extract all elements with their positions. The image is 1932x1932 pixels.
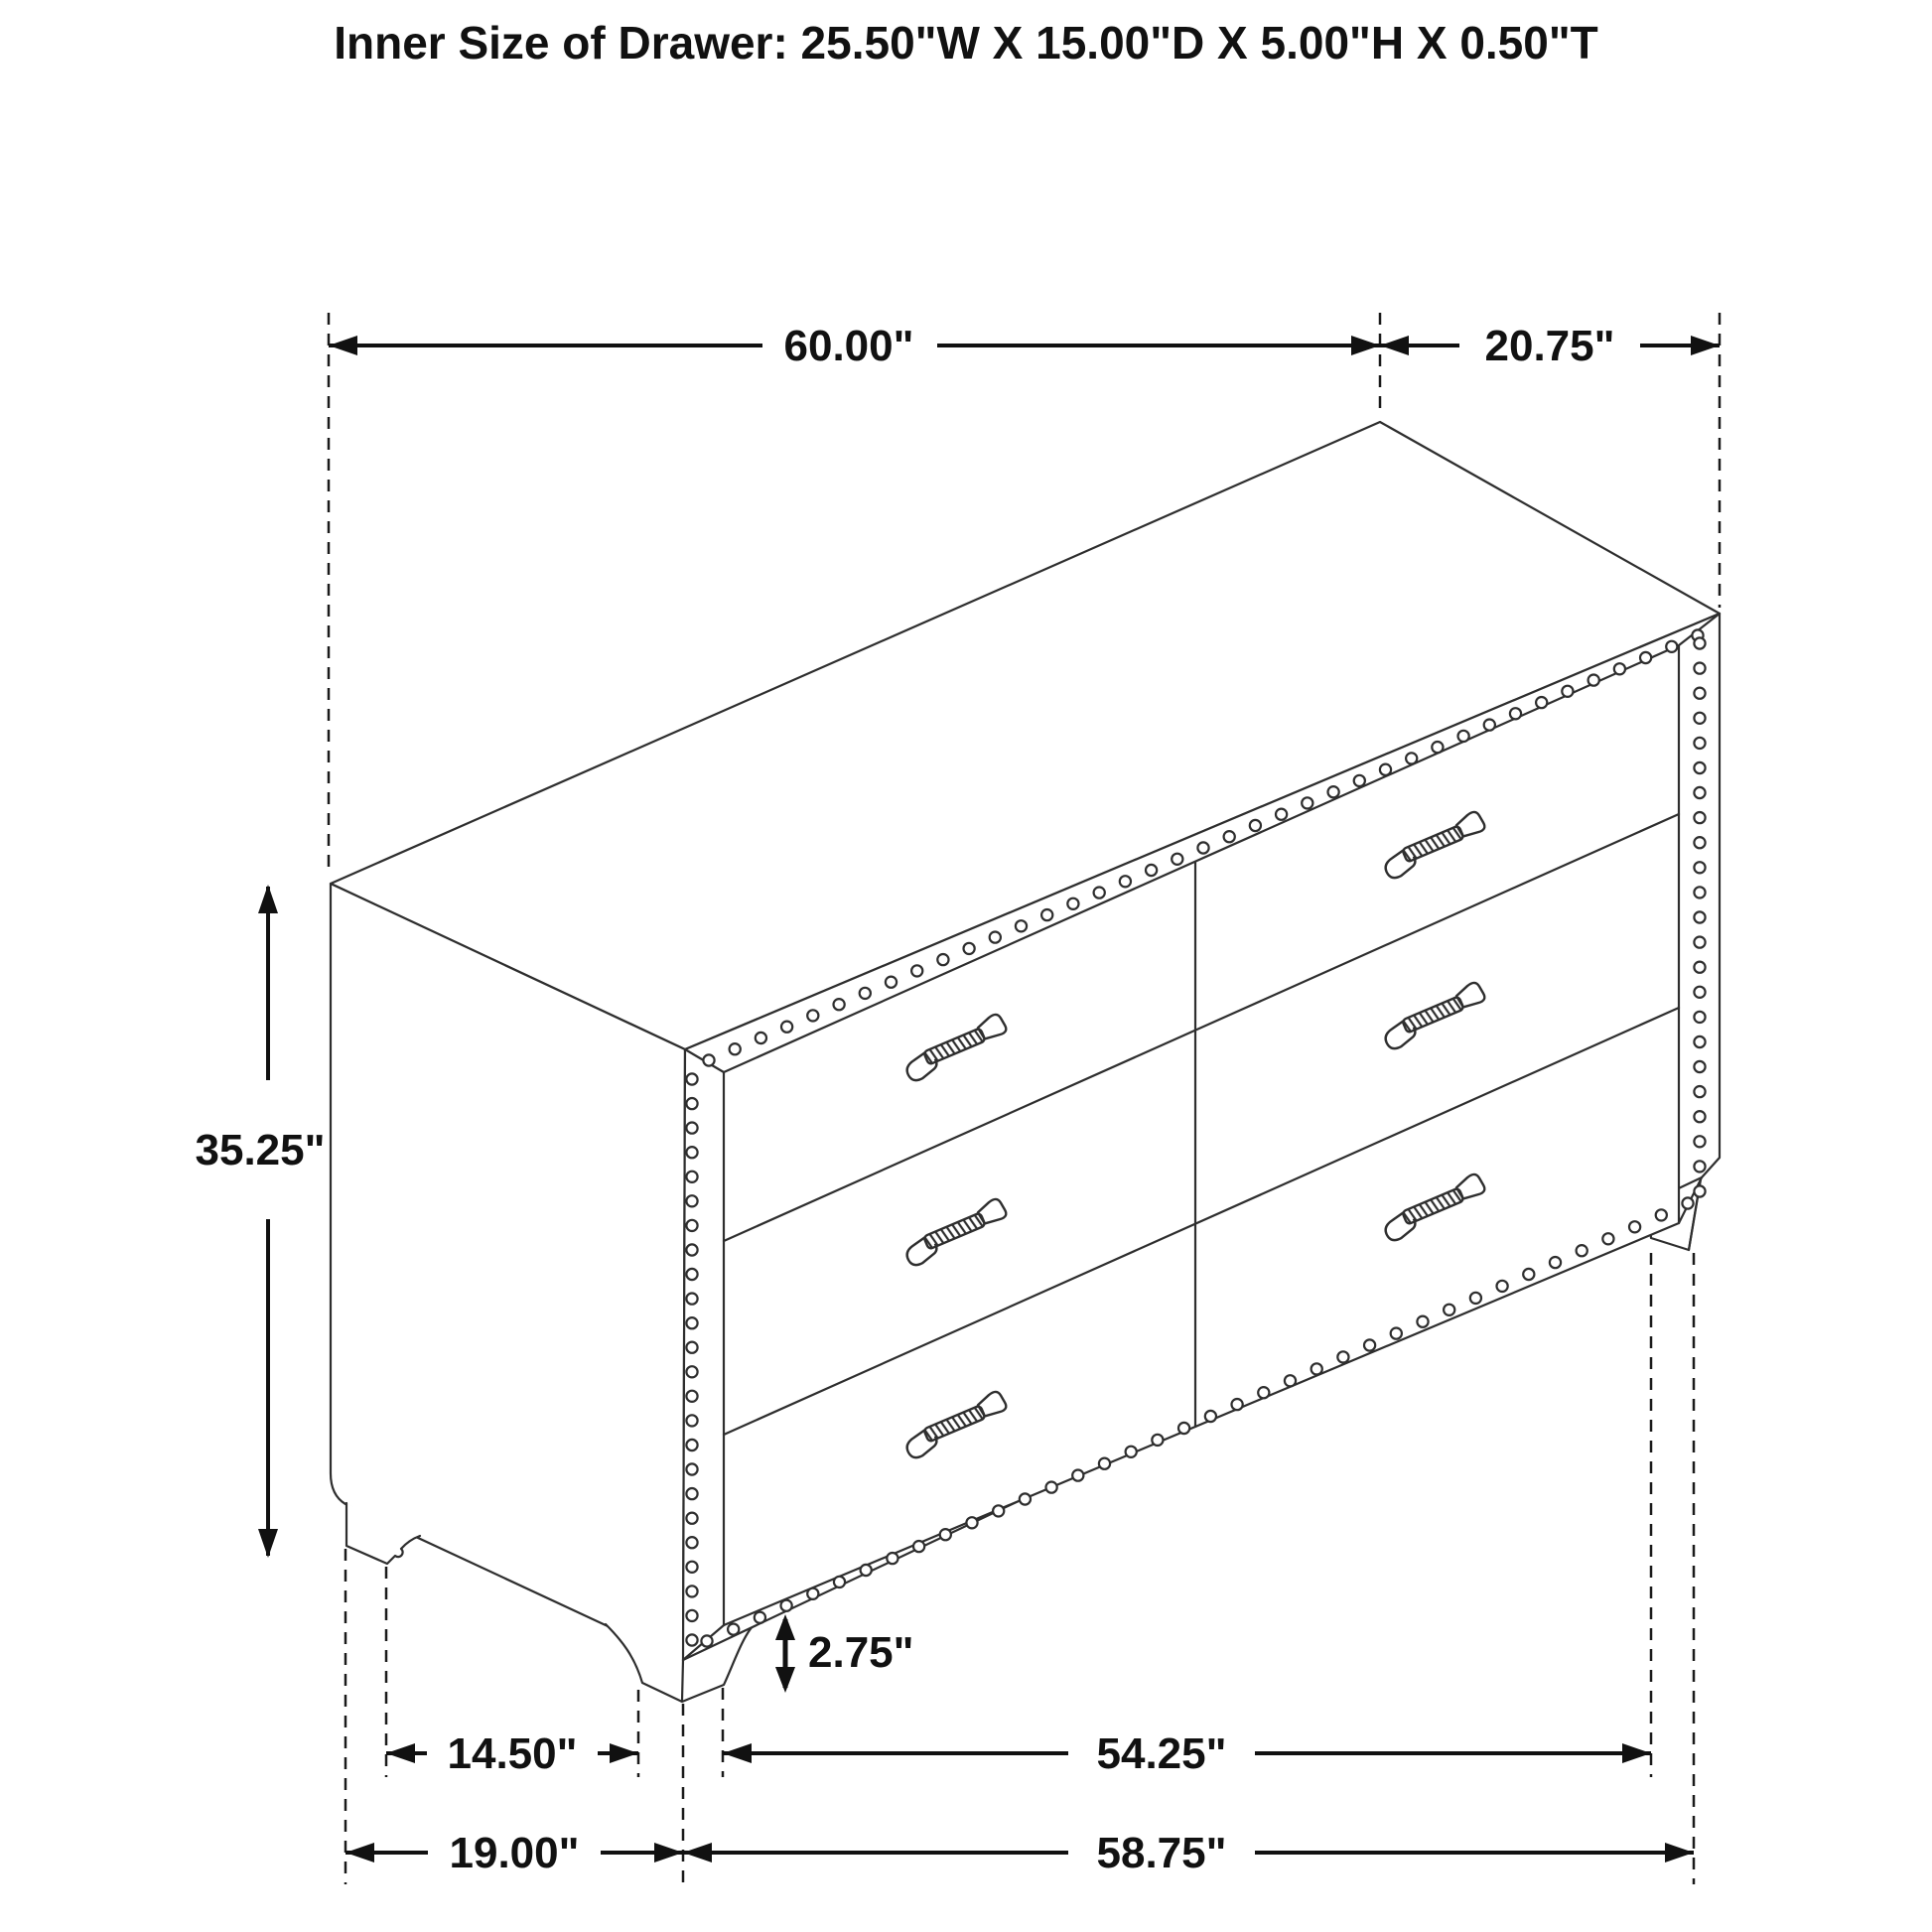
nailhead-icon: [1666, 641, 1677, 652]
nailhead-icon: [1523, 1269, 1534, 1280]
dim-overall-depth: [1380, 322, 1720, 370]
nailhead-icon: [1302, 797, 1312, 808]
nailhead-icon: [686, 1586, 697, 1596]
dim-label-side-leg-spacing: 14.50": [447, 1729, 578, 1778]
nailhead-icon: [966, 1517, 977, 1528]
nailhead-icon: [1099, 1458, 1110, 1469]
nailhead-icon: [1126, 1447, 1137, 1457]
nailhead-icon: [1694, 812, 1705, 823]
nailhead-icon: [1640, 652, 1651, 663]
nailhead-icon: [686, 1147, 697, 1158]
dim-label-overall-height: 35.25": [195, 1126, 326, 1174]
nailhead-icon: [1152, 1435, 1163, 1446]
nailhead-icon: [1311, 1363, 1322, 1374]
nailhead-icon: [686, 1098, 697, 1109]
nailhead-icon: [1694, 738, 1705, 749]
dim-floor-width: [683, 1829, 1694, 1877]
nailhead-icon: [1417, 1316, 1428, 1327]
nailhead-icon: [1337, 1351, 1348, 1362]
nailhead-icon: [755, 1612, 765, 1623]
nailhead-icon: [1016, 920, 1027, 931]
nailhead-icon: [1694, 1136, 1705, 1147]
nailhead-icon: [1285, 1375, 1296, 1386]
nailhead-icon: [1536, 697, 1547, 708]
nailhead-icon: [1458, 731, 1469, 742]
nailhead-icon: [686, 1172, 697, 1182]
nailhead-icon: [701, 1635, 712, 1646]
dim-front-leg-spacing: [723, 1729, 1651, 1778]
nailhead-icon: [686, 1440, 697, 1450]
nailhead-icon: [686, 1195, 697, 1206]
dim-label-overall-width: 60.00": [783, 322, 914, 370]
arrowhead: [1665, 1843, 1694, 1863]
nailhead-icon: [686, 1562, 697, 1573]
nailhead-icon: [686, 1220, 697, 1231]
nailhead-icon: [686, 1123, 697, 1134]
nailhead-icon: [703, 1054, 714, 1065]
diagram-title: Inner Size of Drawer: 25.50"W X 15.00"D X 5.00"H X 0.50"T: [334, 17, 1598, 69]
dim-overall-height: [196, 885, 326, 1558]
arrowhead: [1622, 1743, 1651, 1763]
nailhead-icon: [1276, 809, 1287, 820]
nailhead-icon: [1067, 898, 1078, 909]
nailhead-icon: [1550, 1257, 1561, 1268]
nailhead-icon: [686, 1463, 697, 1474]
nailhead-icon: [686, 1610, 697, 1621]
nailhead-icon: [1205, 1411, 1216, 1422]
nailhead-icon: [730, 1043, 741, 1054]
nailhead-icon: [1694, 1036, 1705, 1047]
nailhead-icon: [1629, 1221, 1640, 1232]
nailhead-icon: [1354, 775, 1365, 786]
nailhead-icon: [993, 1505, 1004, 1516]
nailhead-icon: [756, 1033, 766, 1043]
nailhead-icon: [686, 1244, 697, 1255]
arrowhead: [386, 1743, 415, 1763]
arrowhead: [1691, 336, 1720, 355]
nailhead-icon: [1178, 1423, 1189, 1434]
nailhead-icon: [1694, 663, 1705, 674]
nailhead-icon: [1020, 1493, 1031, 1504]
nailhead-icon: [686, 1391, 697, 1402]
dim-side-leg-spacing: [386, 1729, 638, 1778]
nailhead-icon: [686, 1342, 697, 1353]
nailhead-icon: [1656, 1209, 1667, 1220]
nailhead-icon: [1444, 1305, 1454, 1315]
nailhead-icon: [686, 1415, 697, 1426]
arrowhead: [258, 885, 278, 913]
nailhead-icon: [1380, 764, 1391, 775]
nailhead-icon: [686, 1317, 697, 1328]
nailhead-icon: [911, 965, 922, 976]
arrowhead: [1351, 336, 1380, 355]
nailhead-icon: [1250, 820, 1261, 831]
nailhead-icon: [1694, 688, 1705, 699]
nailhead-icon: [1328, 786, 1339, 797]
nailhead-icon: [1694, 862, 1705, 873]
nailhead-icon: [1197, 842, 1208, 853]
nailhead-icon: [1694, 1012, 1705, 1023]
nailhead-icon: [913, 1541, 924, 1552]
nailhead-icon: [887, 1553, 897, 1564]
nailhead-icon: [1694, 962, 1705, 973]
nailhead-icon: [1694, 1111, 1705, 1122]
nailhead-icon: [1470, 1293, 1481, 1304]
dim-label-front-leg-spacing: 54.25": [1096, 1729, 1227, 1778]
nailhead-icon: [1232, 1399, 1243, 1410]
nailhead-icon: [1046, 1482, 1057, 1493]
nailhead-icon: [686, 1634, 697, 1645]
nailhead-icon: [686, 1269, 697, 1280]
nailhead-icon: [1146, 865, 1157, 876]
nailhead-icon: [940, 1529, 951, 1540]
nailhead-icon: [686, 1537, 697, 1548]
nailhead-icon: [1432, 742, 1443, 753]
arrowhead: [683, 1843, 712, 1863]
nailhead-icon: [1694, 1061, 1705, 1072]
nailhead-icon: [1364, 1339, 1375, 1350]
nailhead-icon: [1120, 876, 1131, 887]
nailhead-icon: [1041, 909, 1052, 920]
dim-label-floor-depth: 19.00": [449, 1829, 580, 1877]
nailhead-icon: [1682, 1197, 1693, 1208]
nailhead-icon: [1224, 831, 1235, 842]
nailhead-icon: [1694, 1161, 1705, 1172]
nailhead-icon: [686, 1073, 697, 1084]
nailhead-icon: [1258, 1387, 1269, 1398]
dresser-body: [331, 422, 1720, 1702]
nailhead-icon: [1577, 1245, 1587, 1256]
nailhead-icon: [1562, 686, 1573, 697]
nailhead-icon: [834, 1577, 845, 1587]
arrowhead: [345, 1843, 374, 1863]
nailhead-band-right: [1694, 637, 1705, 1196]
nailhead-icon: [1072, 1470, 1083, 1481]
nailhead-icon: [1694, 1185, 1705, 1196]
nailhead-icon: [1694, 1086, 1705, 1097]
nailhead-icon: [1614, 663, 1625, 674]
nailhead-icon: [964, 943, 975, 954]
nailhead-icon: [834, 999, 845, 1010]
nailhead-icon: [1510, 708, 1521, 719]
nailhead-icon: [1694, 637, 1705, 648]
dim-leg-height: [775, 1614, 914, 1693]
nailhead-icon: [937, 954, 948, 965]
nailhead-icon: [1694, 887, 1705, 897]
nailhead-icon: [686, 1488, 697, 1499]
arrowhead: [654, 1843, 683, 1863]
nailhead-icon: [1391, 1328, 1402, 1339]
arrowhead: [329, 336, 357, 355]
arrowhead: [775, 1667, 795, 1693]
nailhead-icon: [807, 1588, 818, 1599]
nailhead-icon: [1094, 888, 1105, 898]
dim-label-leg-height: 2.75": [808, 1628, 914, 1677]
arrowhead: [610, 1743, 638, 1763]
nailhead-icon: [728, 1624, 739, 1635]
nailhead-icon: [1694, 837, 1705, 848]
nailhead-icon: [1497, 1281, 1508, 1292]
nailhead-icon: [1172, 854, 1182, 865]
front-left-leg-edge: [682, 1660, 683, 1701]
nailhead-icon: [1694, 713, 1705, 724]
nailhead-icon: [1602, 1233, 1613, 1244]
nailhead-icon: [1406, 753, 1417, 763]
dim-overall-width: [329, 322, 1380, 370]
nailhead-icon: [861, 1565, 872, 1576]
nailhead-icon: [1694, 987, 1705, 998]
arrowhead: [1380, 336, 1409, 355]
nailhead-icon: [886, 977, 897, 988]
dim-label-floor-width: 58.75": [1096, 1829, 1227, 1877]
nailhead-icon: [686, 1294, 697, 1305]
nailhead-icon: [990, 932, 1001, 943]
nailhead-icon: [1694, 787, 1705, 798]
dim-floor-depth: [345, 1829, 683, 1877]
arrowhead: [258, 1529, 278, 1558]
nailhead-icon: [686, 1366, 697, 1377]
nailhead-icon: [807, 1010, 818, 1021]
nailhead-icon: [781, 1022, 792, 1033]
nailhead-icon: [1694, 937, 1705, 948]
arrowhead: [775, 1614, 795, 1640]
nailhead-icon: [860, 988, 871, 999]
arrowhead: [723, 1743, 752, 1763]
nailhead-icon: [1694, 911, 1705, 922]
nailhead-icon: [1484, 720, 1495, 731]
nailhead-icon: [1588, 675, 1599, 686]
dim-label-overall-depth: 20.75": [1484, 322, 1615, 370]
nailhead-icon: [781, 1600, 792, 1611]
nailhead-icon: [686, 1513, 697, 1524]
nailhead-icon: [1694, 762, 1705, 773]
